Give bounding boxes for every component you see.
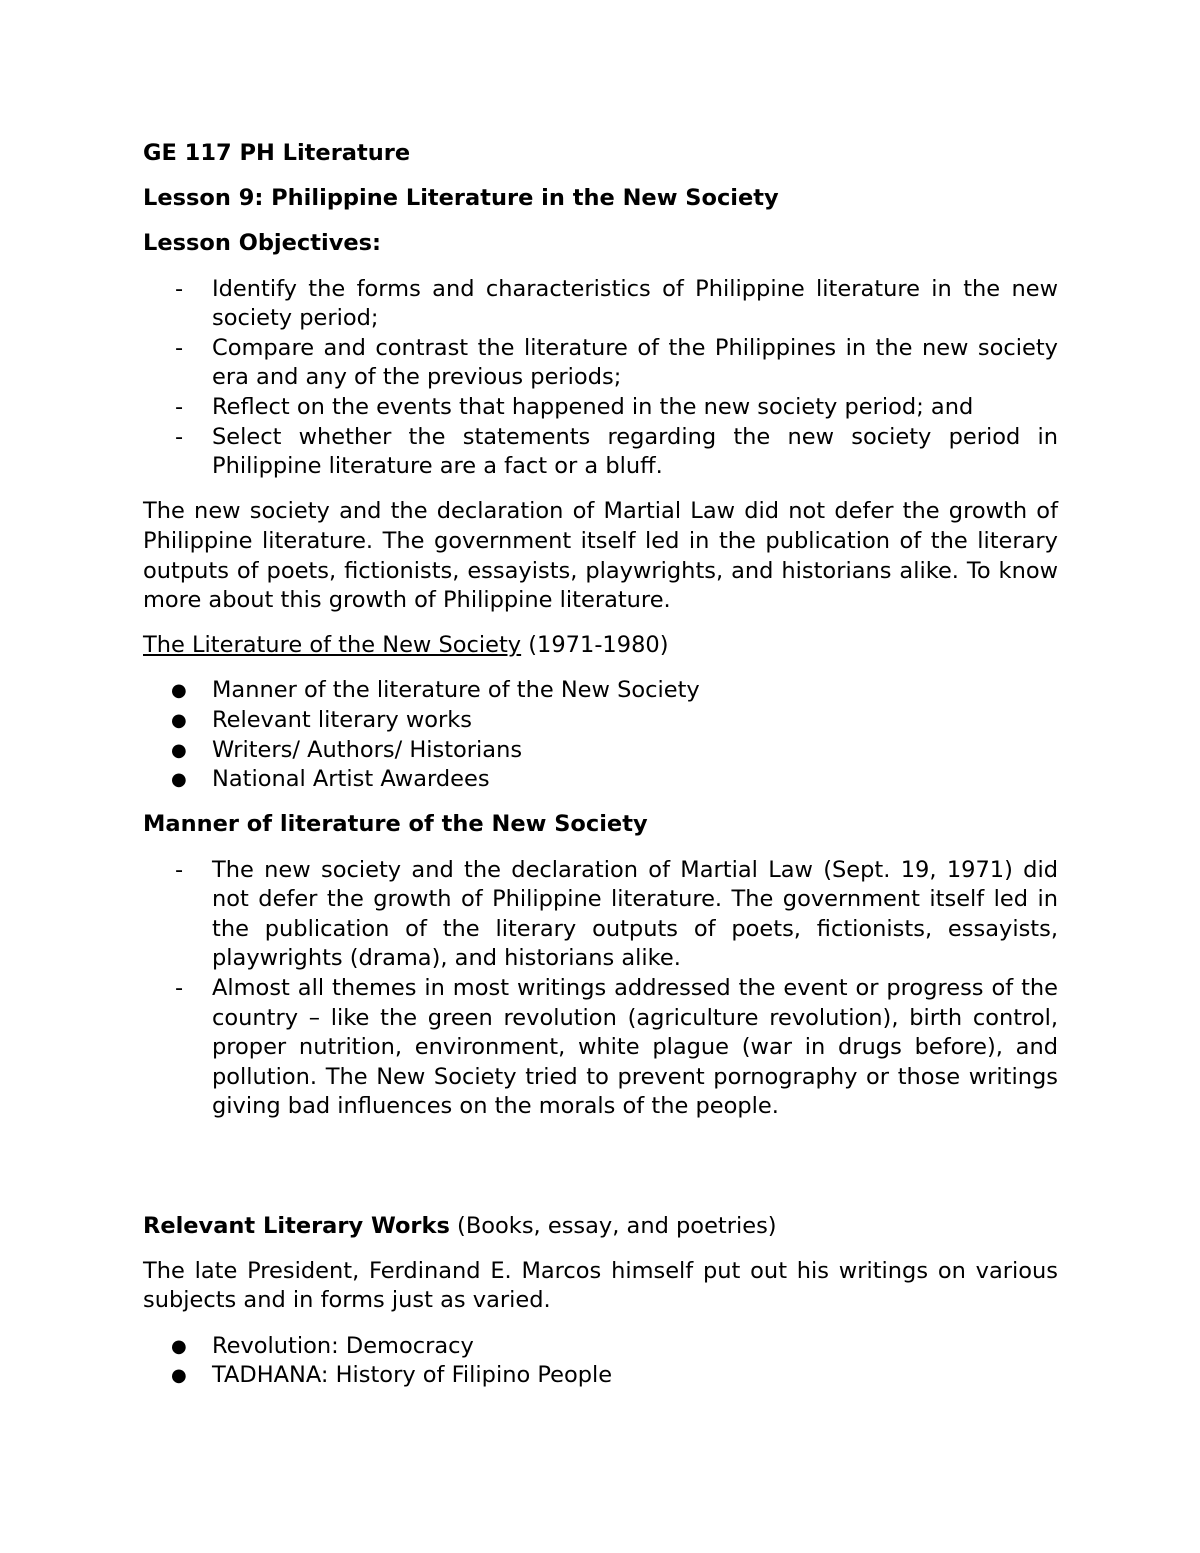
lesson-title: Lesson 9: Philippine Literature in the New Society [143,185,779,212]
dash-marker: - [175,275,184,302]
list-item [143,736,1058,766]
works-item-text: Revolution: Democracy [212,1332,474,1359]
overview-list [143,676,1058,794]
bullet-marker: ● [171,1365,187,1387]
objectives-heading: Lesson Objectives: [143,230,382,257]
works-heading [143,1212,1058,1242]
overview-item-text: National Artist Awardees [212,766,490,793]
list-item [143,856,1058,974]
overview-title: The Literature of the New Society [143,632,522,659]
list-item [143,423,1058,482]
overview-years: (1971-1980) [521,632,669,659]
list-item [143,706,1058,736]
list-item [143,393,1058,423]
objective-text: Select whether the statements regarding the new society period in Philippine literature are a fact or a bluff. [212,423,1058,480]
manner-heading: Manner of literature of the New Society [143,811,648,838]
dash-marker: - [175,856,184,883]
bullet-marker: ● [171,739,187,761]
dash-marker: - [175,975,184,1001]
bullet-marker: ● [171,1335,187,1357]
dash-marker: - [175,393,184,420]
course-title: GE 117 PH Literature [143,140,411,166]
works-item-text: TADHANA: History of Filipino People [212,1362,613,1389]
works-list [143,1332,1058,1391]
document-page [143,139,1058,1406]
list-item [143,334,1058,393]
list-item [143,974,1058,1122]
intro-paragraph: The new society and the declaration of Martial Law did not defer the growth of Philippine literature. The government itself led in the publication of the literary outputs of poets, fictionists, essayists, playwrights, and historians alike. To know more about this growth of Philippine literature. [143,498,1058,614]
overview-item-text: Manner of the literature of the New Society [212,677,700,704]
manner-list [143,856,1058,1122]
works-paragraph: The late President, Ferdinand E. Marcos himself put out his writings on various subjects and in forms just as varied. [143,1257,1058,1314]
overview-item-text: Relevant literary works [212,707,472,734]
list-item [143,1361,1058,1391]
list-item [143,1332,1058,1362]
list-item [143,275,1058,334]
bullet-marker: ● [171,769,187,791]
objective-text: Compare and contrast the literature of the Philippines in the new society era and any of the previous periods; [212,334,1058,391]
objective-text: Reflect on the events that happened in the new society period; and [212,393,974,420]
section-spacer [143,1138,1058,1212]
dash-marker: - [175,334,184,361]
bullet-marker: ● [171,680,187,702]
manner-item-text: Almost all themes in most writings addressed the event or progress of the country – like the green revolution (agriculture revolution), birth control, proper nutrition, environment, white plague (war in drugs before), and pollution. The New Society tried to prevent pornography or those writings giving bad influences on the morals of the people. [212,975,1058,1120]
overview-heading [143,631,1058,661]
manner-item-text: The new society and the declaration of Martial Law (Sept. 19, 1971) did not defer the growth of Philippine literature. The government itself led in the publication of the literary outputs of poets, fictionists, essayists, playwrights (drama), and historians alike. [212,856,1058,972]
works-subtitle: (Books, essay, and poetries) [449,1212,777,1239]
objective-text: Identify the forms and characteristics of Philippine literature in the new society period; [212,275,1058,332]
list-item [143,765,1058,795]
works-title: Relevant Literary Works [143,1212,450,1239]
bullet-marker: ● [171,710,187,732]
overview-item-text: Writers/ Authors/ Historians [212,736,523,763]
list-item [143,676,1058,706]
objectives-list [143,275,1058,482]
dash-marker: - [175,423,184,450]
